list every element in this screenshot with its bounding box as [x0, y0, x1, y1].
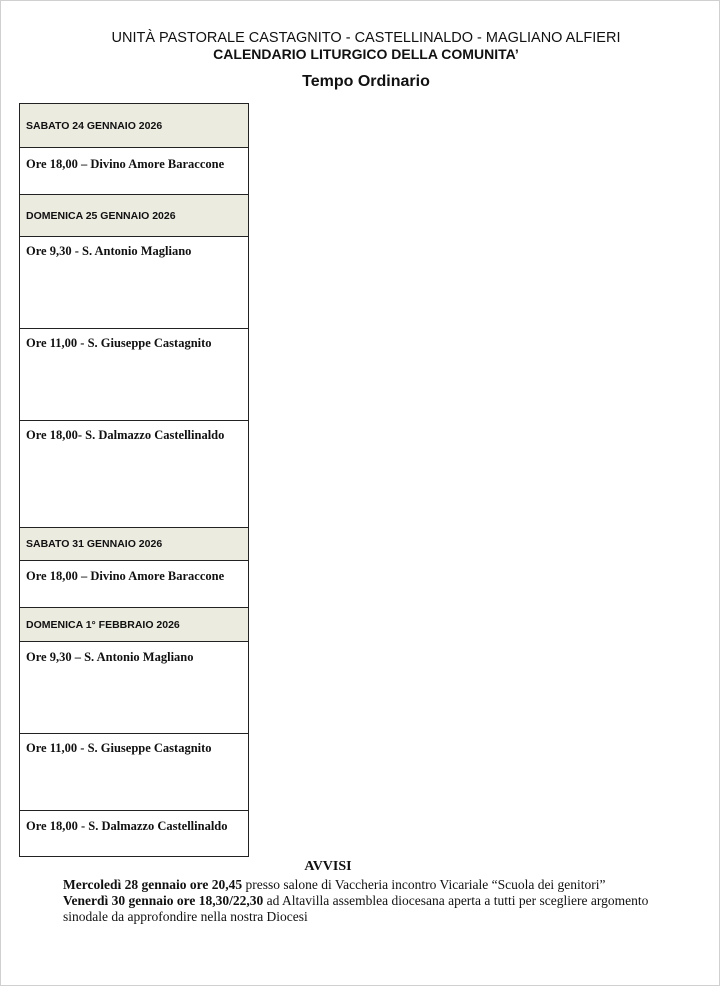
mass-time-place: Ore 9,30 - S. Antonio Magliano — [26, 244, 192, 258]
day-label: SABATO 24 GENNAIO 2026 — [26, 119, 163, 132]
day-header-row — [20, 608, 248, 642]
mass-row — [20, 561, 248, 608]
mass-time-place: Ore 18,00 – Divino Amore Baraccone — [26, 157, 225, 171]
notice-description: ad Altavilla assemblea diocesana aperta a tutti per scegliere argomento sinodale da approfondire nella nostra Diocesi — [63, 893, 649, 924]
day-label: SABATO 31 GENNAIO 2026 — [26, 538, 163, 550]
day-header-row — [20, 528, 248, 561]
notices-title: AVVISI — [304, 859, 352, 874]
notices-text — [63, 877, 663, 925]
calendar-title: CALENDARIO LITURGICO DELLA COMUNITA’ — [213, 46, 519, 62]
parish-unit-title: UNITÀ PASTORALE CASTAGNITO - CASTELLINALDO - MAGLIANO ALFIERI — [111, 30, 621, 46]
mass-row — [20, 421, 248, 528]
notice-date: Mercoledì 28 gennaio ore 20,45 — [63, 877, 243, 892]
day-header-row — [20, 104, 248, 148]
day-label: DOMENICA 1° FEBBRAIO 2026 — [26, 618, 180, 631]
liturgical-season: Tempo Ordinario — [302, 73, 430, 90]
notice-item — [63, 893, 663, 925]
mass-row — [20, 329, 248, 421]
day-label: DOMENICA 25 GENNAIO 2026 — [26, 209, 176, 222]
mass-time-place: Ore 18,00 – Divino Amore Baraccone — [26, 569, 225, 583]
mass-row — [20, 734, 248, 811]
mass-row — [20, 148, 248, 195]
mass-time-place: Ore 18,00- S. Dalmazzo Castellinaldo — [26, 428, 225, 442]
day-header-row — [20, 195, 248, 237]
mass-time-place: Ore 9,30 – S. Antonio Magliano — [26, 650, 194, 664]
mass-time-place: Ore 11,00 - S. Giuseppe Castagnito — [26, 741, 212, 755]
mass-row — [20, 811, 248, 856]
notice-date: Venerdì 30 gennaio ore 18,30/22,30 — [63, 893, 264, 908]
schedule-table — [19, 103, 249, 857]
mass-time-place: Ore 11,00 - S. Giuseppe Castagnito — [26, 336, 212, 350]
notice-item — [63, 877, 663, 893]
mass-row — [20, 237, 248, 329]
notice-description: presso salone di Vaccheria incontro Vicariale “Scuola dei genitori” — [242, 877, 606, 892]
mass-row — [20, 642, 248, 734]
mass-time-place: Ore 18,00 - S. Dalmazzo Castellinaldo — [26, 819, 228, 833]
